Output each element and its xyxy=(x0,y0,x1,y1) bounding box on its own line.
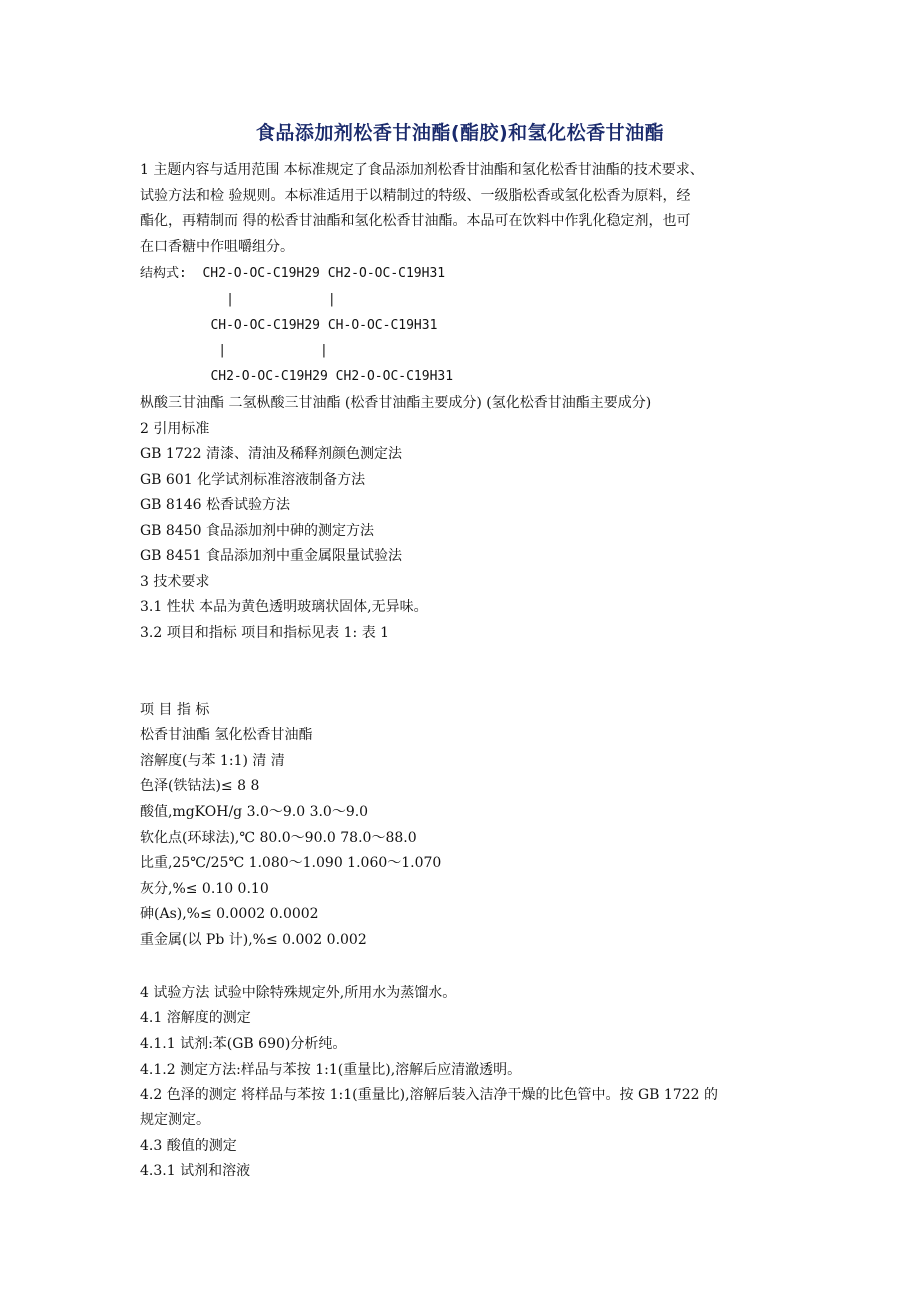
text-line: 4.3 酸值的测定 xyxy=(140,1138,237,1154)
text-line: 3.1 性状 本品为黄色透明玻璃状固体,无异味。 xyxy=(140,599,428,615)
table-row: 重金属(以 Pb 计),%≤ 0.002 0.002 xyxy=(140,932,367,948)
table-row: 比重,25℃/25℃ 1.080～1.090 1.060～1.070 xyxy=(140,855,442,871)
section-heading: 2 引用标准 xyxy=(140,421,210,437)
table-row: 色泽(铁钴法)≤ 8 8 xyxy=(140,778,260,794)
table-row: 软化点(环球法),℃ 80.0～90.0 78.0～88.0 xyxy=(140,830,417,846)
formula-line: | | xyxy=(140,292,336,307)
table-row: 松香甘油酯 氢化松香甘油酯 xyxy=(140,727,313,743)
reference-item: GB 8451 食品添加剂中重金属限量试验法 xyxy=(140,548,403,564)
table-row: 灰分,%≤ 0.10 0.10 xyxy=(140,881,269,897)
reference-item: GB 601 化学试剂标准溶液制备方法 xyxy=(140,472,366,488)
table-row: 酸值,mgKOH/g 3.0～9.0 3.0～9.0 xyxy=(140,804,369,820)
table-row: 溶解度(与苯 1:1) 清 清 xyxy=(140,753,285,769)
reference-item: GB 8146 松香试验方法 xyxy=(140,497,291,513)
text-line: 4.1 溶解度的测定 xyxy=(140,1010,251,1026)
table-header: 项 目 指 标 xyxy=(140,702,210,718)
text-line: 酯化，再精制而 得的松香甘油酯和氢化松香甘油酯。本品可在饮料中作乳化稳定剂，也可 xyxy=(140,213,691,229)
reference-item: GB 1722 清漆、清油及稀释剂颜色测定法 xyxy=(140,446,403,462)
text-line: 1 主题内容与适用范围 本标准规定了食品添加剂松香甘油酯和氢化松香甘油酯的技术要求、 xyxy=(140,162,704,178)
section-heading: 3 技术要求 xyxy=(140,574,210,590)
formula-line: CH-O-OC-C19H29 CH-O-OC-C19H31 xyxy=(140,318,438,333)
reference-item: GB 8450 食品添加剂中砷的测定方法 xyxy=(140,523,375,539)
section-heading: 4 试验方法 试验中除特殊规定外,所用水为蒸馏水。 xyxy=(140,985,457,1001)
text-line: 枞酸三甘油酯 二氢枞酸三甘油酯 (松香甘油酯主要成分) (氢化松香甘油酯主要成分) xyxy=(140,395,652,411)
text-line: 在口香糖中作咀嚼组分。 xyxy=(140,239,294,255)
text-line: 规定测定。 xyxy=(140,1112,210,1128)
formula-line: | | xyxy=(140,343,328,358)
text-line: 4.3.1 试剂和溶液 xyxy=(140,1163,251,1179)
text-line: 3.2 项目和指标 项目和指标见表 1: 表 1 xyxy=(140,625,390,641)
table-row: 砷(As),%≤ 0.0002 0.0002 xyxy=(140,906,319,922)
formula-line: 结构式: CH2-O-OC-C19H29 CH2-O-OC-C19H31 xyxy=(140,266,446,281)
document-title: 食品添加剂松香甘油酯(酯胶)和氢化松香甘油酯 xyxy=(255,122,665,144)
text-line: 4.1.1 试剂:苯(GB 690)分析纯。 xyxy=(140,1036,347,1052)
text-line: 4.2 色泽的测定 将样品与苯按 1:1(重量比),溶解后装入洁净干燥的比色管中。按 GB 1722 的 xyxy=(140,1087,718,1103)
text-line: 4.1.2 测定方法:样品与苯按 1:1(重量比),溶解后应清澈透明。 xyxy=(140,1062,522,1078)
formula-line: CH2-O-OC-C19H29 CH2-O-OC-C19H31 xyxy=(140,369,454,384)
text-line: 试验方法和检 验规则。本标准适用于以精制过的特级、一级脂松香或氢化松香为原料，经 xyxy=(140,188,691,204)
